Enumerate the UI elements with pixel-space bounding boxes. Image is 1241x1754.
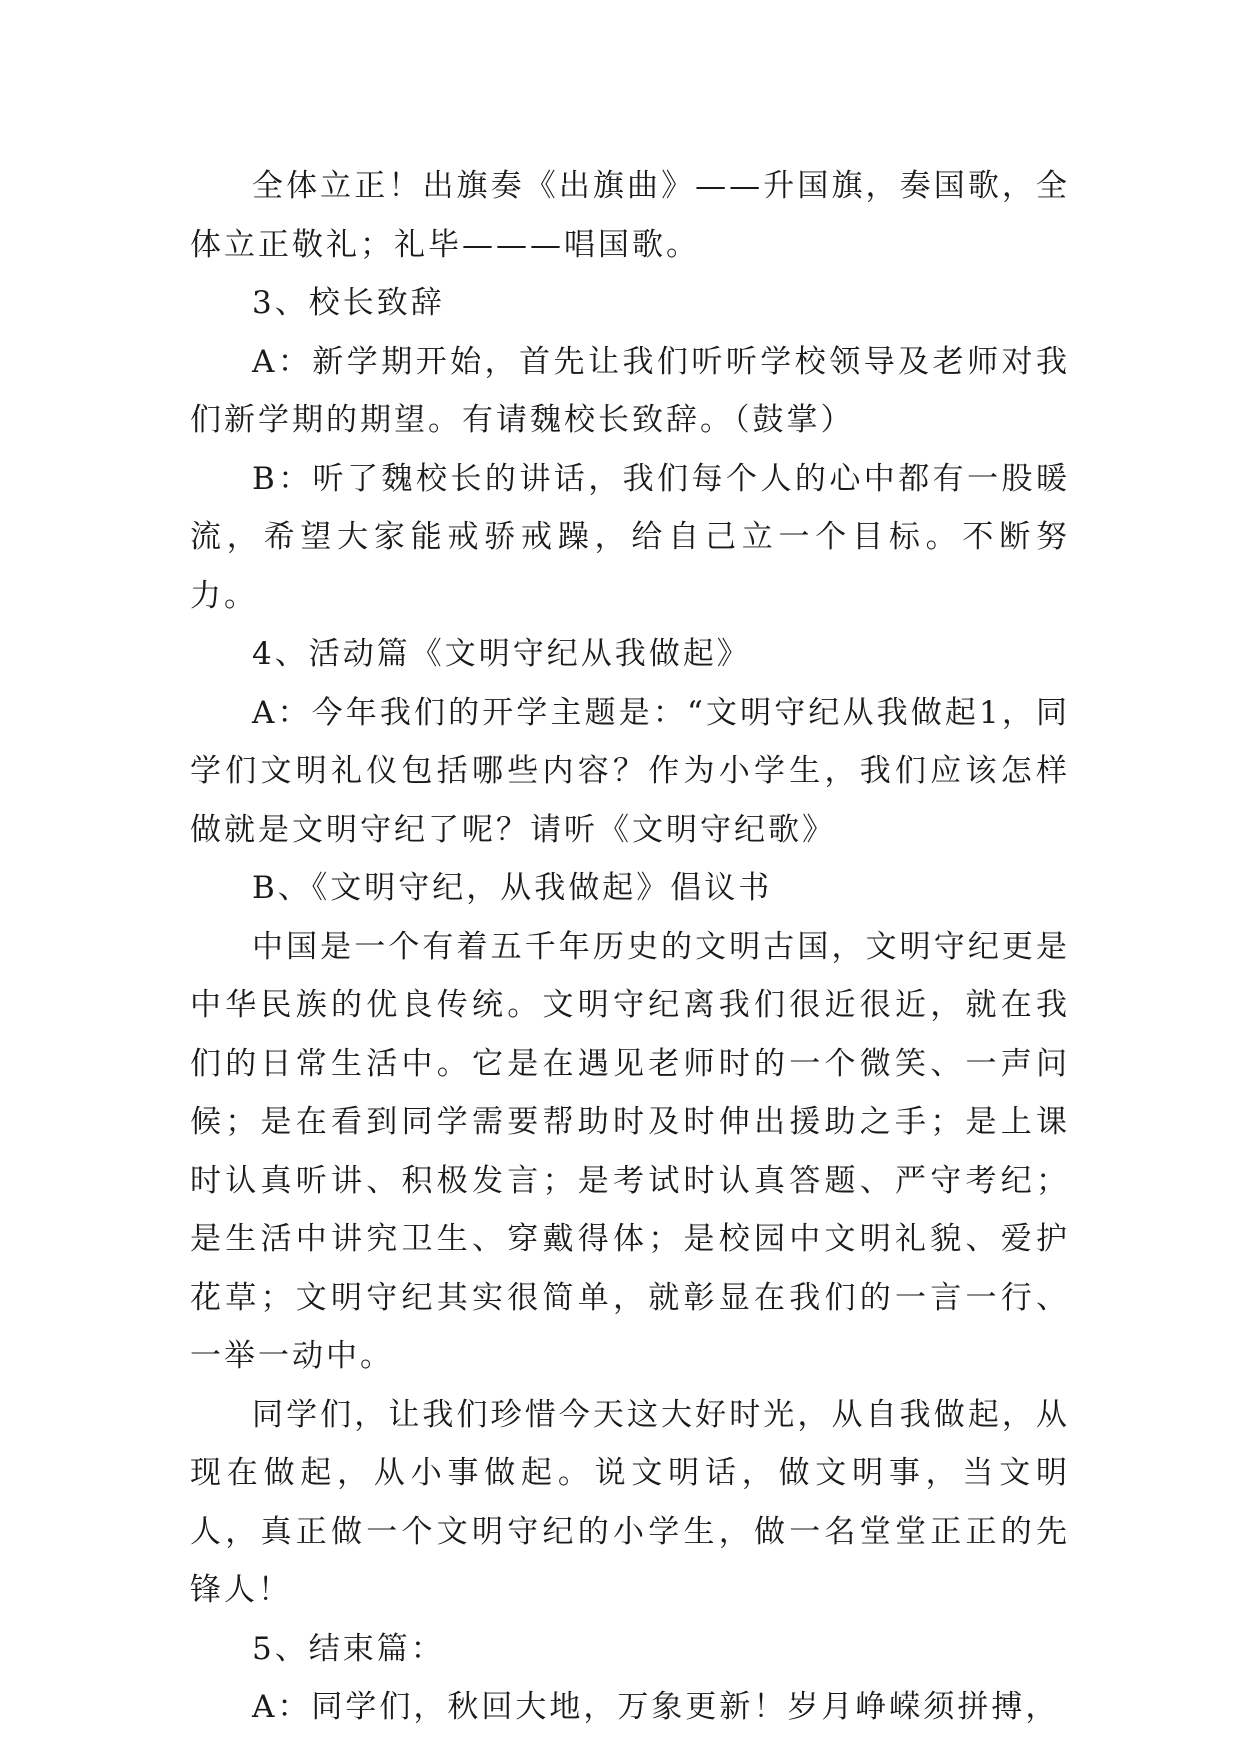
paragraph-host-b-response: B：听了魏校长的讲话，我们每个人的心中都有一股暖流，希望大家能戒骄戒躁，给自己立一个目标。不断努力。 bbox=[190, 460, 1070, 614]
paragraph-host-a-intro: A：新学期开始，首先让我们听听学校领导及老师对我们新学期的期望。有请魏校长致辞。（鼓掌） bbox=[190, 343, 1070, 438]
paragraph-call-to-action: 同学们，让我们珍惜今天这大好时光，从自我做起，从现在做起，从小事做起。说文明话，做文明事，当文明人，真正做一个文明守纪的小学生，做一名堂堂正正的先锋人！ bbox=[190, 1396, 1070, 1608]
paragraph-closing-a: A：同学们，秋回大地，万象更新！岁月峥嵘须拼搏， bbox=[252, 1689, 1060, 1725]
heading-closing: 5、结束篇： bbox=[252, 1630, 445, 1667]
paragraph-theme: A：今年我们的开学主题是：“文明守纪从我做起1，同学们文明礼仪包括哪些内容？作为小学生，我们应该怎样做就是文明守纪了呢？请听《文明守纪歌》 bbox=[190, 694, 1070, 848]
heading-proposal: B、《文明守纪，从我做起》倡议书 bbox=[252, 870, 773, 906]
paragraph-flag-raising: 全体立正！出旗奏《出旗曲》——升国旗，奏国歌，全体立正敬礼；礼毕———唱国歌。 bbox=[190, 168, 1070, 263]
heading-principal-speech: 3、校长致辞 bbox=[252, 285, 445, 321]
heading-activity: 4、活动篇《文明守纪从我做起》 bbox=[252, 636, 751, 672]
paragraph-proposal-body: 中国是一个有着五千年历史的文明古国，文明守纪更是中华民族的优良传统。文明守纪离我们很近很近，就在我们的日常生活中。它是在遇见老师时的一个微笑、一声问候；是在看到同学需要帮助时及时伸出援助之手；是上课时认真听讲、积极发言；是考试时认真答题、严守考纪；是生活中讲究卫生、穿戴得体；是校园中文明礼貌、爱护花草；文明守纪其实很简单，就彰显在我们的一言一行、一举一动中。 bbox=[190, 928, 1070, 1374]
document-body bbox=[190, 157, 1070, 1737]
